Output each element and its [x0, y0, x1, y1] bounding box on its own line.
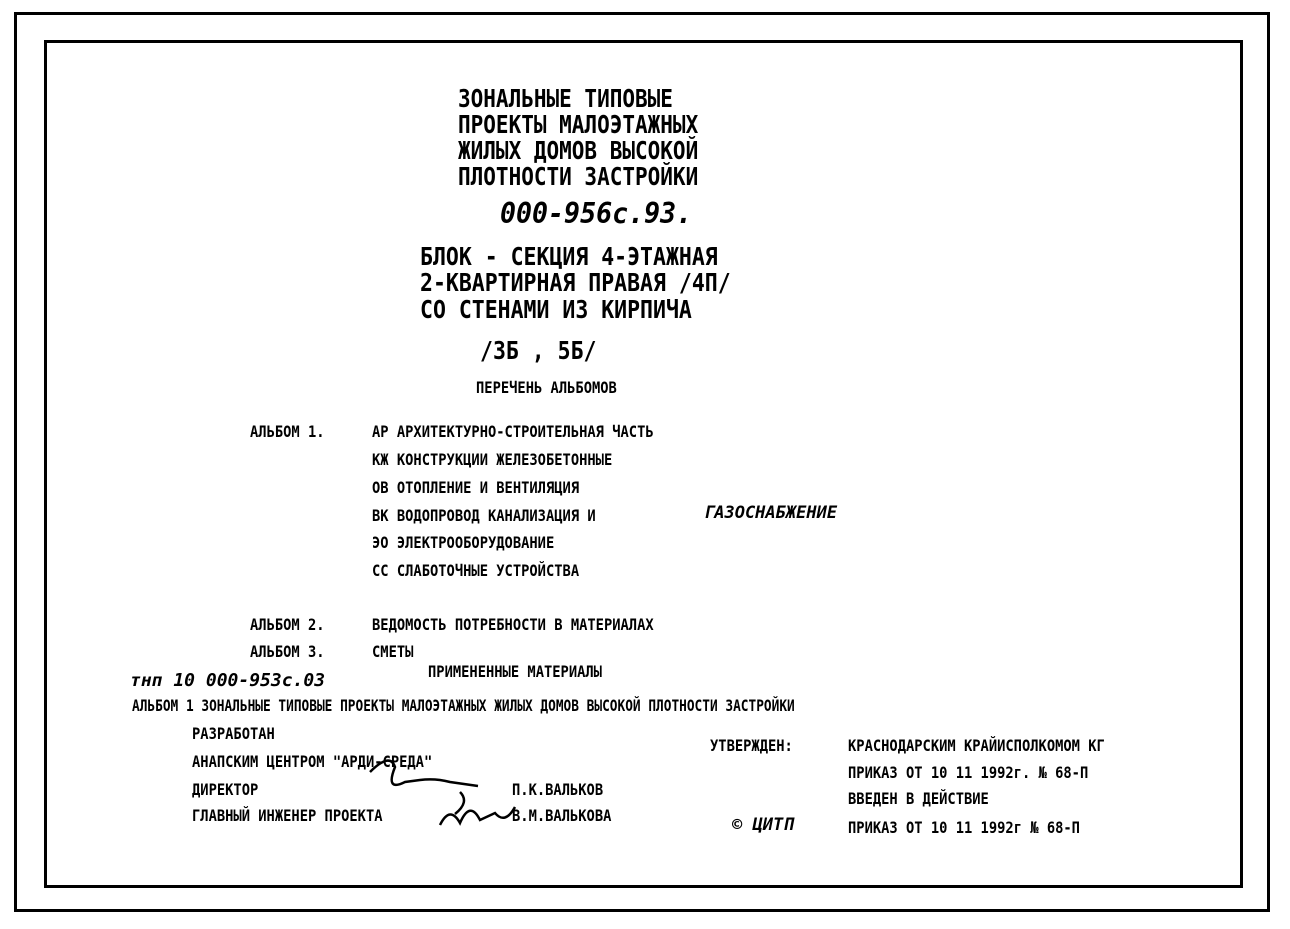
- applied-ref-handwritten: тнп 10 000-953с.03: [130, 670, 326, 691]
- title-line-2: ПРОЕКТЫ МАЛОЭТАЖНЫХ: [458, 110, 699, 139]
- building-types: /3Б , 5Б/: [480, 336, 597, 365]
- handwritten-gas-supply: ГАЗОСНАБЖЕНИЕ: [704, 503, 838, 523]
- effective-label: ВВЕДЕН В ДЕЙСТВИЕ: [848, 789, 989, 808]
- approval-org: КРАСНОДАРСКИМ КРАЙИСПОЛКОМОМ КГ: [848, 736, 1105, 755]
- title-line-4: ПЛОТНОСТИ ЗАСТРОЙКИ: [458, 162, 699, 191]
- block-line-1: БЛОК - СЕКЦИЯ 4-ЭТАЖНАЯ: [420, 242, 718, 271]
- project-code: 000-956с.93.: [500, 197, 693, 230]
- title-line-1: ЗОНАЛЬНЫЕ ТИПОВЫЕ: [458, 84, 673, 113]
- album-list-heading: ПЕРЕЧЕНЬ АЛЬБОМОВ: [476, 378, 617, 397]
- album-1-item: ОВ ОТОПЛЕНИЕ И ВЕНТИЛЯЦИЯ: [372, 478, 580, 497]
- engineer-signature: [435, 795, 525, 835]
- chief-engineer-title: ГЛАВНЫЙ ИНЖЕНЕР ПРОЕКТА: [192, 806, 383, 825]
- approval-order-1: ПРИКАЗ ОТ 10 11 1992г. № 68-П: [848, 763, 1089, 782]
- applied-materials-heading: ПРИМЕНЕННЫЕ МАТЕРИАЛЫ: [428, 662, 602, 681]
- album-3-text: СМЕТЫ: [372, 642, 414, 661]
- applied-materials-text: АЛЬБОМ 1 ЗОНАЛЬНЫЕ ТИПОВЫЕ ПРОЕКТЫ МАЛОЭТАЖНЫХ ЖИЛЫХ ДОМОВ ВЫСОКОЙ ПЛОТНОСТИ ЗАСТРОЙКИ: [132, 696, 795, 715]
- approval-label: УТВЕРЖДЕН:: [710, 736, 793, 755]
- approval-order-2: ПРИКАЗ ОТ 10 11 1992г № 68-П: [848, 818, 1080, 837]
- block-line-2: 2-КВАРТИРНАЯ ПРАВАЯ /4П/: [420, 268, 731, 297]
- director-name: П.К.ВАЛЬКОВ: [512, 780, 604, 799]
- album-1-item: АР АРХИТЕКТУРНО-СТРОИТЕЛЬНАЯ ЧАСТЬ: [372, 422, 654, 441]
- album-1-item: СС СЛАБОТОЧНЫЕ УСТРОЙСТВА: [372, 561, 580, 580]
- copyright-mark: © ЦИТП: [732, 815, 794, 835]
- developer-label: РАЗРАБОТАН: [192, 724, 275, 743]
- album-3-label: АЛЬБОМ 3.: [250, 642, 325, 661]
- title-line-3: ЖИЛЫХ ДОМОВ ВЫСОКОЙ: [458, 136, 699, 165]
- director-title: ДИРЕКТОР: [192, 780, 259, 799]
- album-1-item: ВК ВОДОПРОВОД КАНАЛИЗАЦИЯ И: [372, 506, 596, 525]
- block-line-3: СО СТЕНАМИ ИЗ КИРПИЧА: [420, 295, 692, 324]
- album-2-text: ВЕДОМОСТЬ ПОТРЕБНОСТИ В МАТЕРИАЛАХ: [372, 615, 654, 634]
- album-2-label: АЛЬБОМ 2.: [250, 615, 325, 634]
- developer-org: АНАПСКИМ ЦЕНТРОМ "АРДИ-СРЕДА": [192, 752, 433, 771]
- album-1-item: ЭО ЭЛЕКТРООБОРУДОВАНИЕ: [372, 533, 555, 552]
- album-1-item: КЖ КОНСТРУКЦИИ ЖЕЛЕЗОБЕТОННЫЕ: [372, 450, 613, 469]
- album-1-label: АЛЬБОМ 1.: [250, 422, 325, 441]
- chief-engineer-name: В.М.ВАЛЬКОВА: [512, 806, 612, 825]
